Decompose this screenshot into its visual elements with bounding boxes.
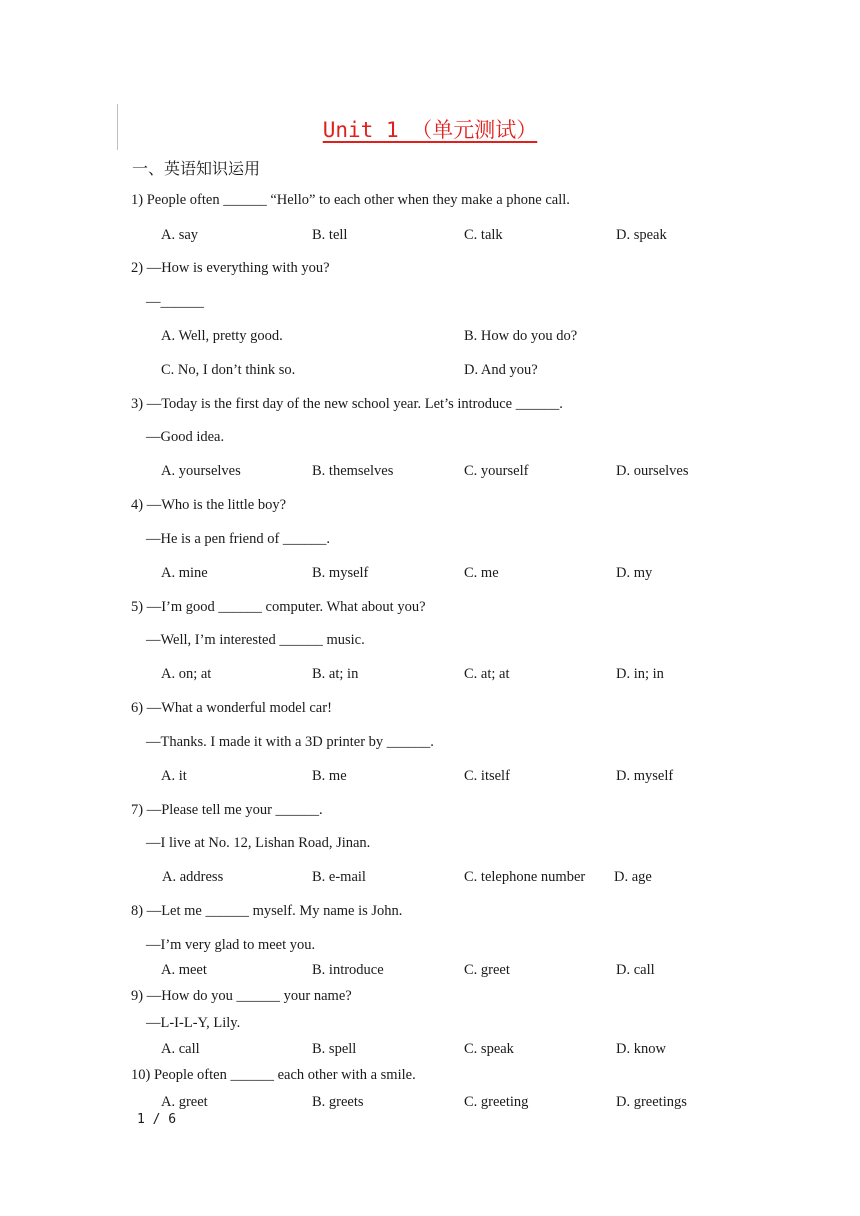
q5-reply: —Well, I’m interested ______ music. [146,632,365,648]
q5-option-c: C. at; at [464,666,510,682]
q1-option-c: C. talk [464,227,503,243]
q1-option-d: D. speak [616,227,667,243]
q8-option-d: D. call [616,962,655,978]
q4-option-b: B. myself [312,565,369,581]
q8-option-c: C. greet [464,962,510,978]
question-2: 2) —How is everything with you? [131,260,330,276]
q9-option-a: A. call [161,1041,200,1057]
page-number: 1 / 6 [137,1112,177,1127]
q2-option-c: C. No, I don’t think so. [161,362,296,378]
q6-option-b: B. me [312,768,347,784]
q7-option-a: A. address [162,869,224,885]
q1-option-b: B. tell [312,227,348,243]
q8-option-b: B. introduce [312,962,384,978]
q9-option-b: B. spell [312,1041,357,1057]
q4-option-d: D. my [616,565,653,581]
q9-option-d: D. know [616,1041,666,1057]
q2-option-d: D. And you? [464,362,538,378]
q9-reply: —L-I-L-Y, Lily. [146,1015,241,1031]
q7-option-c: C. telephone number [464,869,586,885]
q5-option-a: A. on; at [161,666,212,682]
q6-option-c: C. itself [464,768,510,784]
q7-option-d: D. age [614,869,652,885]
question-9: 9) —How do you ______ your name? [131,988,352,1004]
question-1: 1) People often ______ “Hello” to each other when they make a phone call. [131,192,570,208]
q3-option-b: B. themselves [312,463,394,479]
q6-option-a: A. it [161,768,187,784]
q10-option-a: A. greet [161,1094,208,1110]
q4-reply: —He is a pen friend of ______. [146,531,331,547]
q8-option-a: A. meet [161,962,207,978]
q2-option-b: B. How do you do? [464,328,578,344]
question-3: 3) —Today is the first day of the new school year. Let’s introduce ______. [131,396,563,412]
question-8: 8) —Let me ______ myself. My name is John. [131,903,403,919]
q7-reply: —I live at No. 12, Lishan Road, Jinan. [146,835,371,851]
q1-option-a: A. say [161,227,199,243]
q4-option-a: A. mine [161,565,208,581]
q7-option-b: B. e-mail [312,869,366,885]
question-7: 7) —Please tell me your ______. [131,802,323,818]
q3-option-a: A. yourselves [161,463,241,479]
q10-option-d: D. greetings [616,1094,687,1110]
question-4: 4) —Who is the little boy? [131,497,287,513]
q8-reply: —I’m very glad to meet you. [146,937,316,953]
question-6: 6) —What a wonderful model car! [131,700,332,716]
q3-option-d: D. ourselves [616,463,689,479]
q5-option-d: D. in; in [616,666,664,682]
question-10: 10) People often ______ each other with a smile. [131,1067,416,1083]
q3-reply: —Good idea. [146,429,225,445]
q10-option-b: B. greets [312,1094,364,1110]
q2-reply: —______ [146,294,204,310]
q3-option-c: C. yourself [464,463,529,479]
q6-reply: —Thanks. I made it with a 3D printer by ______. [146,734,434,750]
q9-option-c: C. speak [464,1041,514,1057]
q2-option-a: A. Well, pretty good. [161,328,283,344]
q10-option-c: C. greeting [464,1094,529,1110]
q5-option-b: B. at; in [312,666,359,682]
q6-option-d: D. myself [616,768,674,784]
section-heading: 一、英语知识运用 [132,159,261,178]
page-title: Unit 1 （单元测试） [322,118,538,142]
question-5: 5) —I’m good ______ computer. What about you? [131,599,426,615]
q4-option-c: C. me [464,565,499,581]
